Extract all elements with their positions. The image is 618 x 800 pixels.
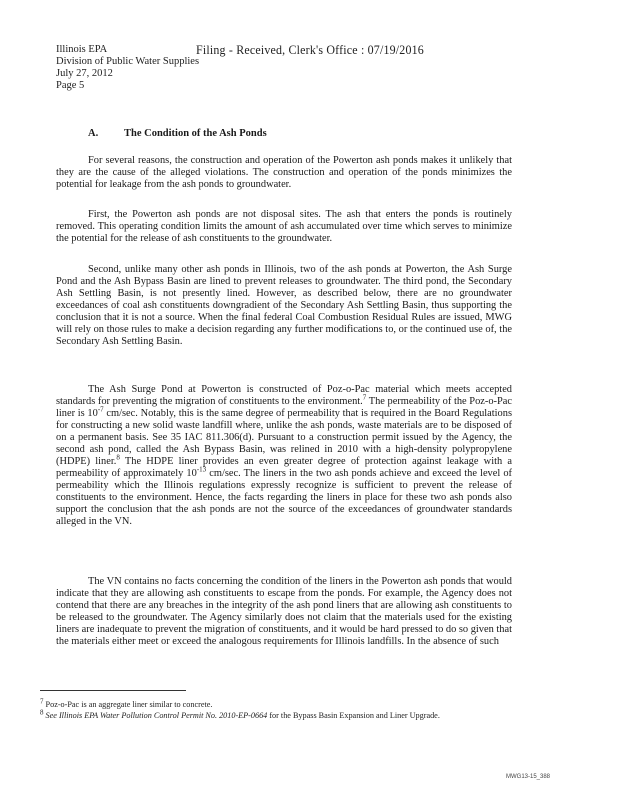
header-page-number: Page 5 xyxy=(56,80,85,91)
footnote-divider xyxy=(40,690,186,691)
exponent-neg7: -7 xyxy=(97,405,104,414)
footnote-8 xyxy=(40,708,520,721)
footnote-7-text: Poz-o-Pac is an aggregate liner similar to concrete. xyxy=(43,700,213,709)
p4-text-b: The permeability of the Poz-o-Pac liner is 10 xyxy=(56,396,513,419)
footnote-8-text: for the Bypass Basin Expansion and Liner Upgrade. xyxy=(267,711,440,720)
footnote-ref-7: 7 xyxy=(362,393,367,402)
p4-text-e: cm/sec. The liners in the two ash ponds achieve and exceed the level of permeability which the Illinois regulations expressly recognize is sufficient to prevent the release of constituents to the environment. Hence, the facts regarding the liners in place for these two ash ponds also support the conclusion that the ash ponds are not the source of the exceedances of groundwater standards alleged in the VN. xyxy=(56,468,512,527)
footnote-7 xyxy=(40,697,520,710)
header-date: July 27, 2012 xyxy=(56,68,113,79)
letter-header xyxy=(56,44,199,92)
filing-stamp: Filing - Received, Clerk's Office : 07/19/2016 xyxy=(196,42,424,57)
footnote-7-number: 7 xyxy=(40,697,44,706)
exponent-neg13: -13 xyxy=(196,465,207,474)
paragraph-second: Second, unlike many other ash ponds in Illinois, two of the ash ponds at Powerton, the Ash Surge Pond and the Ash Bypass Basin are lined to prevent releases to groundwater. The third pond, the Secondary Ash Settling Basin, is not presently lined. However, as described below, there are no groundwater exceedances of coal ash constituents downgradient of the Secondary Ash Settling Basin, thus supporting the conclusion that it is not a source. When the final federal Coal Combustion Residual Rules are issued, MWG will rely on those rules to make a decision regarding any further modifications to, or the continued use of, the Secondary Ash Settling Basin. xyxy=(56,264,512,347)
paragraph-reasons: For several reasons, the construction and operation of the Powerton ash ponds makes it unlikely that they are the cause of the alleged violations. The construction and operation of the ponds minimizes the potential for leakage from the ash ponds to groundwater. xyxy=(56,155,512,190)
footnote-8-citation: See Illinois EPA Water Pollution Control Permit No. 2010-EP-0664 xyxy=(43,711,268,720)
p4-text-d: The HDPE liner provides an even greater degree of protection against leakage with a permeability of approximately 10 xyxy=(56,456,513,479)
paragraph-first: First, the Powerton ash ponds are not disposal sites. The ash that enters the ponds is routinely removed. This operating condition limits the amount of ash accumulated over time which serves to minimize the potential for the release of ash constituents to the groundwater. xyxy=(56,209,512,244)
section-title: The Condition of the Ash Ponds xyxy=(124,128,267,139)
header-agency: Illinois EPA xyxy=(56,44,108,55)
p4-text-c: cm/sec. Notably, this is the same degree of permeability that is required in the Board Regulations for constructing a new solid waste landfill where, unlike the ash ponds, waste materials are to be disposed of on a permanent basis. See 35 IAC 811.306(d). Pursuant to a construction permit issued by the Agency, the second ash pond, called the Ash Bypass Basin, was relined in 2010 with a high-density polypropylene (HDPE) liner. xyxy=(56,408,512,467)
bates-number: MWG13-15_388 xyxy=(506,774,551,780)
footnote-8-number: 8 xyxy=(40,708,44,717)
footnotes xyxy=(40,697,520,722)
paragraph-ash-surge-pond xyxy=(56,384,512,528)
header-division: Division of Public Water Supplies xyxy=(56,56,200,67)
footnote-ref-8: 8 xyxy=(116,453,120,462)
section-heading xyxy=(88,128,267,139)
section-number: A. xyxy=(88,128,99,139)
p4-text-a: The Ash Surge Pond at Powerton is constructed of Poz-o-Pac material which meets accepted standards for preventing the migration of constituents to the environment. xyxy=(56,384,512,407)
paragraph-vn-liners: The VN contains no facts concerning the condition of the liners in the Powerton ash ponds that would indicate that they are allowing ash constituents to escape from the ponds. For example, the Agency does not contend that there are any breaches in the integrity of the ash pond liners that are allowing ash constituents to be released to the groundwater. The Agency similarly does not claim that the materials used for the existing liners are inadequate to prevent the migration of constituents, and it would be hard pressed to do so given that the materials either meet or exceed the analogous requirements for Illinois landfills. In the absence of such xyxy=(56,576,512,647)
